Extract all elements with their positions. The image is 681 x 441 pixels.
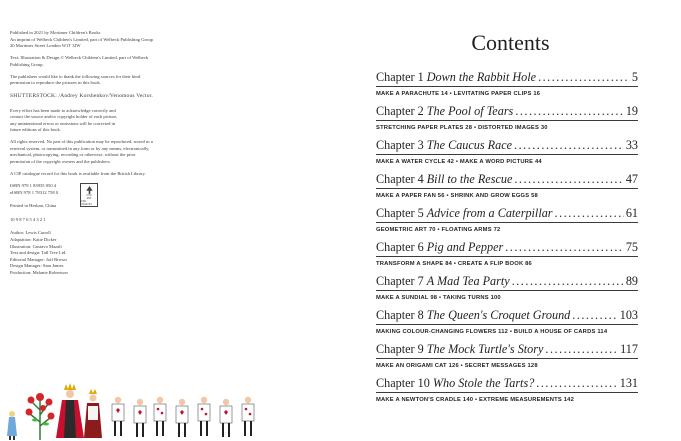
activities-line: MAKE A NEWTON'S CRADLE 140 • EXTREME MEASUREMENTS 142: [376, 397, 575, 403]
chapter-title: Pig and Pepper: [426, 240, 504, 254]
shutterstock-credit: SHUTTERSTOCK: /Andrey Korshenkov/Venomous Vector.: [10, 92, 153, 99]
credit-line: Illustration: Gustavo Mazali: [10, 243, 62, 249]
chapter-title: Advice from a Caterpillar: [426, 206, 553, 220]
dot-leader: [538, 70, 630, 85]
activities-line: MAKE A PAPER FAN 56 • SHRINK AND GROW EGGS 58: [376, 193, 538, 199]
dot-leader: [514, 138, 624, 153]
activities-line: MAKE A WATER CYCLE 42 • MAKE A WORD PICTURE 44: [376, 159, 542, 165]
queen-figure: [56, 383, 102, 438]
table-of-contents: [376, 70, 638, 410]
credit-line: Design Manager: Sam James: [10, 263, 64, 269]
cip-record: A CIP catalogue record for this book is available from the British Library.: [10, 171, 146, 177]
chapter-label: Chapter 6: [376, 240, 424, 254]
chapter-heading[interactable]: [376, 274, 638, 289]
alice-figure: [7, 411, 17, 440]
printed-in: Printed in Heshan, China: [10, 203, 57, 209]
chapter-title: The Queen's Croquet Ground: [426, 308, 571, 322]
dot-leader: [555, 206, 624, 221]
divider: [376, 358, 638, 359]
divider: [376, 290, 638, 291]
divider: [376, 86, 638, 87]
card-soldier: [176, 399, 188, 437]
card-soldier: [198, 397, 210, 436]
chapter-title: Bill to the Rescue: [426, 172, 513, 186]
activities-line: MAKING COLOUR-CHANGING FLOWERS 112 • BUILD A HOUSE OF CARDS 114: [376, 329, 608, 335]
toc-entry[interactable]: [376, 104, 638, 138]
toc-entry[interactable]: [376, 206, 638, 240]
page-number: 75: [625, 240, 638, 254]
page-number: 117: [620, 342, 638, 356]
page-number: 61: [625, 206, 638, 220]
divider: [376, 222, 638, 223]
chapter-label: Chapter 3: [376, 138, 424, 152]
chapter-label: Chapter 4: [376, 172, 424, 186]
dot-leader: [572, 308, 617, 323]
toc-entry[interactable]: [376, 138, 638, 172]
copyright-notice: Text, Illustration & Design © Welbeck Children's Limited, part of Welbeck Publishing Group.: [10, 55, 149, 67]
chapter-title: The Pool of Tears: [426, 104, 514, 118]
chapter-heading[interactable]: [376, 206, 638, 221]
page-number: 89: [625, 274, 638, 288]
chapter-heading[interactable]: [376, 240, 638, 255]
toc-entry[interactable]: [376, 376, 638, 410]
chapter-label: Chapter 5: [376, 206, 424, 220]
toc-entry[interactable]: [376, 342, 638, 376]
chapter-title: Down the Rabbit Hole: [426, 70, 537, 84]
dot-leader: [512, 274, 624, 289]
isbn-row: [10, 183, 270, 210]
card-soldier: [112, 397, 124, 436]
toc-entry[interactable]: [376, 274, 638, 308]
activities-line: STRETCHING PAPER PLATES 28 • DISTORTED IMAGES 30: [376, 125, 548, 131]
credit-line: Author: Lewis Carroll: [10, 230, 51, 236]
activities-line: GEOMETRIC ART 70 • FLOATING ARMS 72: [376, 227, 501, 233]
left-page: [0, 0, 340, 441]
fsc-logo: FSC MIX FSC C104723: [80, 183, 98, 207]
chapter-title: The Caucus Race: [426, 138, 513, 152]
chapter-label: Chapter 10: [376, 376, 430, 390]
picture-thanks: The publishers would like to thank the following sources for their kind permission to reproduce the pictures in this book.: [10, 73, 141, 86]
page-number: 19: [625, 104, 638, 118]
page-number: 5: [631, 70, 638, 84]
imprint-block: [10, 30, 270, 277]
rights-reserved: All rights reserved. No part of this publication may be reproduced, stored in a retrieval system, or transmitted in any form or by any means, electronically, mechanical, photocopying, recording or otherwise, without the prior permission of the copyright owners and the publishers.: [10, 139, 153, 165]
page-number: 103: [619, 308, 638, 322]
chapter-heading[interactable]: [376, 104, 638, 119]
activities-line: TRANSFORM A SHAPE 84 • CREATE A FLIP BOOK 86: [376, 261, 532, 267]
chapter-heading[interactable]: [376, 70, 638, 85]
toc-entry[interactable]: [376, 172, 638, 206]
print-run: 10 9 8 7 6 5 4 3 2 1: [10, 216, 46, 222]
toc-entry[interactable]: [376, 308, 638, 342]
divider: [376, 392, 638, 393]
card-soldier: [154, 397, 166, 436]
page-number: 33: [625, 138, 638, 152]
chapter-label: Chapter 2: [376, 104, 424, 118]
activities-line: MAKE A SUNDIAL 98 • TAKING TURNS 100: [376, 295, 501, 301]
dot-leader: [514, 172, 623, 187]
rose-bush: [26, 393, 55, 440]
right-page: [340, 0, 681, 441]
credits-list: [10, 230, 270, 276]
activities-line: MAKE A PARACHUTE 14 • LEVITATING PAPER CLIPS 16: [376, 91, 541, 97]
chapter-title: Who Stole the Tarts?: [432, 376, 535, 390]
activities-line: MAKE AN ORIGAMI CAT 126 • SECRET MESSAGES 128: [376, 363, 538, 369]
credit-line: Adaptation: Katie Dicker: [10, 237, 57, 243]
card-soldiers-illustration: [0, 380, 300, 441]
chapter-label: Chapter 8: [376, 308, 424, 322]
dot-leader: [536, 376, 617, 391]
divider: [376, 256, 638, 257]
dot-leader: [505, 240, 624, 255]
chapter-heading[interactable]: [376, 172, 638, 187]
credit-line: Text and design: Tall Tree Ltd.: [10, 250, 67, 256]
chapter-label: Chapter 1: [376, 70, 424, 84]
divider: [376, 324, 638, 325]
isbn: ISBN 978 1 83935 050 4: [10, 183, 57, 189]
chapter-label: Chapter 9: [376, 342, 424, 356]
credit-line: Editorial Manager: Joff Brown: [10, 256, 67, 262]
chapter-label: Chapter 7: [376, 274, 424, 288]
card-soldier: [134, 399, 146, 437]
eisbn: eISBN 978 1 78312 758 0: [10, 189, 59, 195]
credit-line: Production: Melanie Robertson: [10, 269, 68, 275]
page-number: 47: [625, 172, 638, 186]
dot-leader: [515, 104, 624, 119]
chapter-title: The Mock Turtle's Story: [426, 342, 544, 356]
contents-title: Contents: [471, 30, 550, 55]
divider: [376, 120, 638, 121]
acknowledgement-notice: Every effort has been made to acknowledge correctly and contact the source and/or copyright holder of each picture, any unintentional errors or omissions will be corrected in future editions of this book.: [10, 107, 118, 133]
tree-icon: [85, 186, 94, 194]
divider: [376, 154, 638, 155]
chapter-heading[interactable]: [376, 308, 638, 323]
chapter-heading[interactable]: [376, 138, 638, 153]
publisher-info: Published in 2021 by Mortimer Children's Books An imprint of Welbeck Children's Limited, part of Welbeck Publishing Group 20 Mortimer Street London W1T 3JW: [10, 30, 153, 49]
chapter-heading[interactable]: [376, 342, 638, 357]
toc-entry[interactable]: [376, 240, 638, 274]
divider: [376, 188, 638, 189]
chapter-title: A Mad Tea Party: [426, 274, 510, 288]
chapter-heading[interactable]: [376, 376, 638, 391]
toc-entry[interactable]: [376, 70, 638, 104]
dot-leader: [545, 342, 618, 357]
page-number: 131: [619, 376, 638, 390]
card-soldier: [242, 397, 254, 436]
card-soldier: [220, 399, 232, 437]
